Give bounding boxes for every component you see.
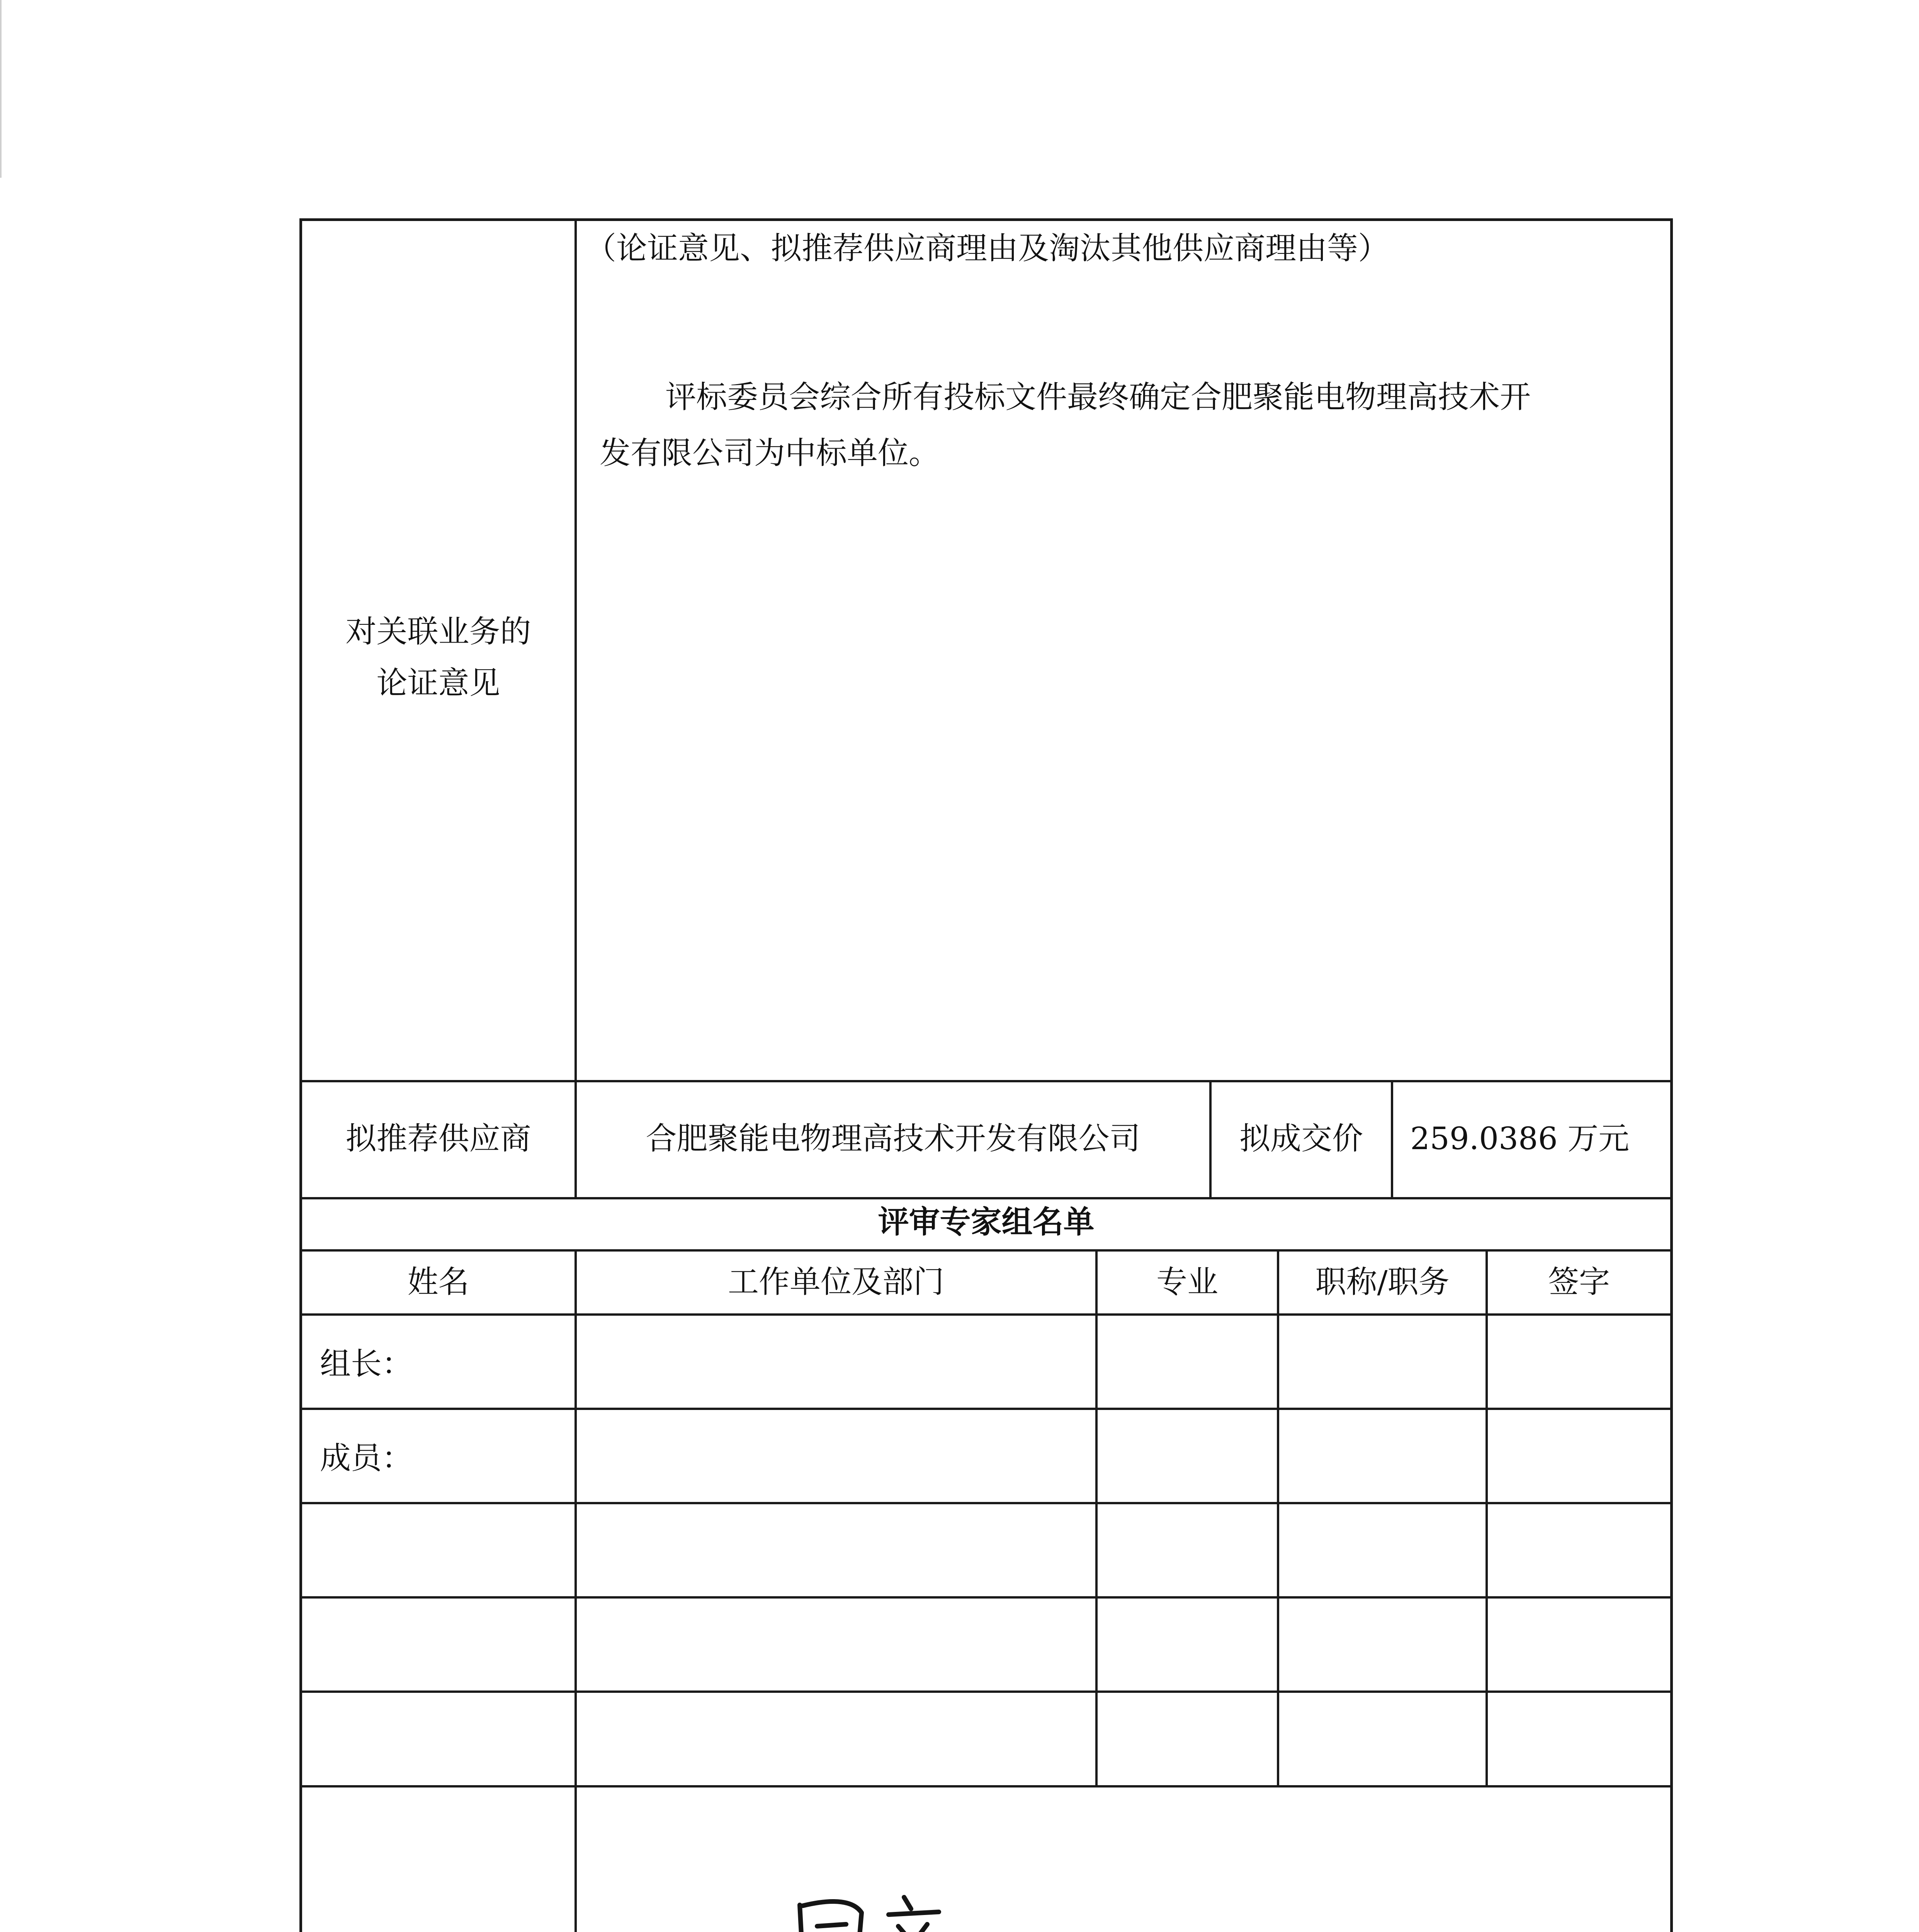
opinion-body-line1: 评标委员会综合所有投标文件最终确定合肥聚能电物理高技术开 bbox=[665, 379, 1531, 415]
row-leader-name: 组长： bbox=[320, 1346, 413, 1382]
row-divider bbox=[299, 1785, 1673, 1787]
row-divider bbox=[299, 1690, 1673, 1693]
header-work-unit: 工作单位及部门 bbox=[728, 1264, 944, 1300]
row-divider bbox=[299, 1408, 1673, 1410]
header-title-position: 职称/职务 bbox=[1315, 1264, 1450, 1300]
supplier-name: 合肥聚能电物理高技术开发有限公司 bbox=[646, 1121, 1141, 1156]
row-divider bbox=[299, 1197, 1673, 1199]
column-divider bbox=[1095, 1249, 1098, 1785]
scan-edge bbox=[0, 0, 2, 178]
column-divider bbox=[575, 1249, 577, 1932]
opinion-label-line2: 论证意见 bbox=[376, 665, 500, 701]
opinion-body-line2: 发有限公司为中标单位。 bbox=[600, 435, 940, 471]
approval-form-table bbox=[299, 218, 1673, 1932]
row-divider bbox=[299, 1596, 1673, 1599]
column-divider bbox=[575, 218, 577, 1197]
expert-panel-title: 评审专家组名单 bbox=[878, 1204, 1095, 1240]
row-divider bbox=[299, 1313, 1673, 1316]
supplier-label: 拟推荐供应商 bbox=[345, 1121, 531, 1156]
header-signature: 签字 bbox=[1548, 1264, 1610, 1300]
handwritten-approval-mark bbox=[788, 1889, 997, 1932]
opinion-label-line1: 对关联业务的 bbox=[345, 614, 531, 650]
column-divider bbox=[1486, 1249, 1488, 1785]
header-name: 姓名 bbox=[407, 1264, 469, 1300]
opinion-hint: （论证意见、拟推荐供应商理由及淘汰其他供应商理由等） bbox=[585, 230, 1389, 266]
column-divider bbox=[1277, 1249, 1279, 1785]
row-divider bbox=[299, 1249, 1673, 1252]
row-member-name: 成员： bbox=[320, 1440, 413, 1476]
price-label: 拟成交价 bbox=[1239, 1121, 1363, 1156]
column-divider bbox=[1391, 1080, 1393, 1197]
row-divider bbox=[299, 1502, 1673, 1504]
row-divider bbox=[299, 1080, 1673, 1082]
header-specialty: 专业 bbox=[1156, 1264, 1218, 1300]
price-value: 259.0386 万元 bbox=[1410, 1121, 1630, 1156]
